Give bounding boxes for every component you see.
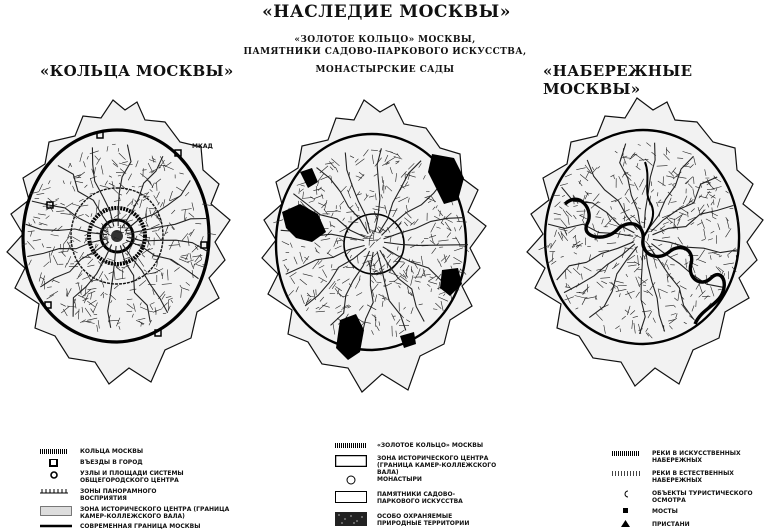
hatched-bar-icon [40,449,68,455]
dotted-box-icon [40,506,72,516]
right-map-title: «НАБЕРЕЖНЫЕ МОСКВЫ» [543,62,693,98]
legend-label: МОСТЫ [652,508,678,515]
ring-marker-icon [40,471,68,479]
box-icon [335,455,367,467]
square-marker-icon [40,459,68,467]
center-subtitle-line3: МОНАСТЫРСКИЕ САДЫ [315,65,455,75]
left-map-title: «КОЛЬЦА МОСКВЫ» [40,62,234,80]
hatched-bar-icon [612,451,640,457]
box-icon [335,491,367,503]
legend-label: РЕКИ В ЕСТЕСТВЕННЫХ НАБЕРЕЖНЫХ [652,470,734,484]
legend-label: МОНАСТЫРИ [377,476,422,483]
tick-line-icon [40,488,68,494]
dark-box-icon [335,512,367,526]
legend-label: ЗОНА ИСТОРИЧЕСКОГО ЦЕНТРА (ГРАНИЦА КАМЕР-КОЛЛЕЖСКОГО ВАЛА) [80,506,230,520]
legend-label: ЗОНЫ ПАНОРАМНОГО ВОСПРИЯТИЯ [80,488,157,502]
legend-label: ВЪЕЗДЫ В ГОРОД [80,459,143,466]
thick-line-icon [40,523,72,529]
hatched-bar-icon [335,443,367,449]
open-circle-icon [612,490,640,498]
center-subtitle-line2: ПАМЯТНИКИ САДОВО-ПАРКОВОГО ИСКУССТВА, [243,47,527,57]
legend-label: УЗЛЫ И ПЛОЩАДИ СИСТЕМЫ ОБЩЕГОРОДСКОГО ЦЕНТРА [80,470,184,484]
legend-label: ПАМЯТНИКИ САДОВО-ПАРКОВОГО ИСКУССТВА [377,491,463,505]
city-outline [262,100,486,392]
legend-left [40,448,240,530]
legend-label: ЗОНА ИСТОРИЧЕСКОГО ЦЕНТРА (ГРАНИЦА КАМЕР-КОЛЛЕЖСКОГО ВАЛА) [377,455,497,476]
legend-right [612,450,770,530]
legend-label: «ЗОЛОТОЕ КОЛЬЦО» МОСКВЫ [377,442,484,449]
legend-label: ОСОБО ОХРАНЯЕМЫЕ ПРИРОДНЫЕ ТЕРРИТОРИИ [377,513,470,527]
legend-label: РЕКИ В ИСКУССТВЕННЫХ НАБЕРЕЖНЫХ [652,450,741,464]
small-square-icon [612,508,640,514]
embankments-map [525,92,770,392]
legend-label: КОЛЬЦА МОСКВЫ [80,448,144,455]
legend-center [335,442,515,530]
legend-label: ПРИСТАНИ [652,521,690,528]
center-subtitle-line1: «ЗОЛОТОЕ КОЛЬЦО» МОСКВЫ, [294,35,476,45]
rings-map [5,92,235,392]
mkad-label: МКАД [192,143,213,150]
hatched-bar-light-icon [612,471,640,477]
golden-ring-map [260,92,490,402]
legend-label: СОВРЕМЕННАЯ ГРАНИЦА МОСКВЫ [80,523,201,530]
triangle-icon [612,520,640,528]
circle-marker-icon [335,475,367,485]
legend-label: ОБЪЕКТЫ ТУРИСТИЧЕСКОГО ОСМОТРА [652,490,753,504]
page-title: «НАСЛЕДИЕ МОСКВЫ» [262,2,511,22]
